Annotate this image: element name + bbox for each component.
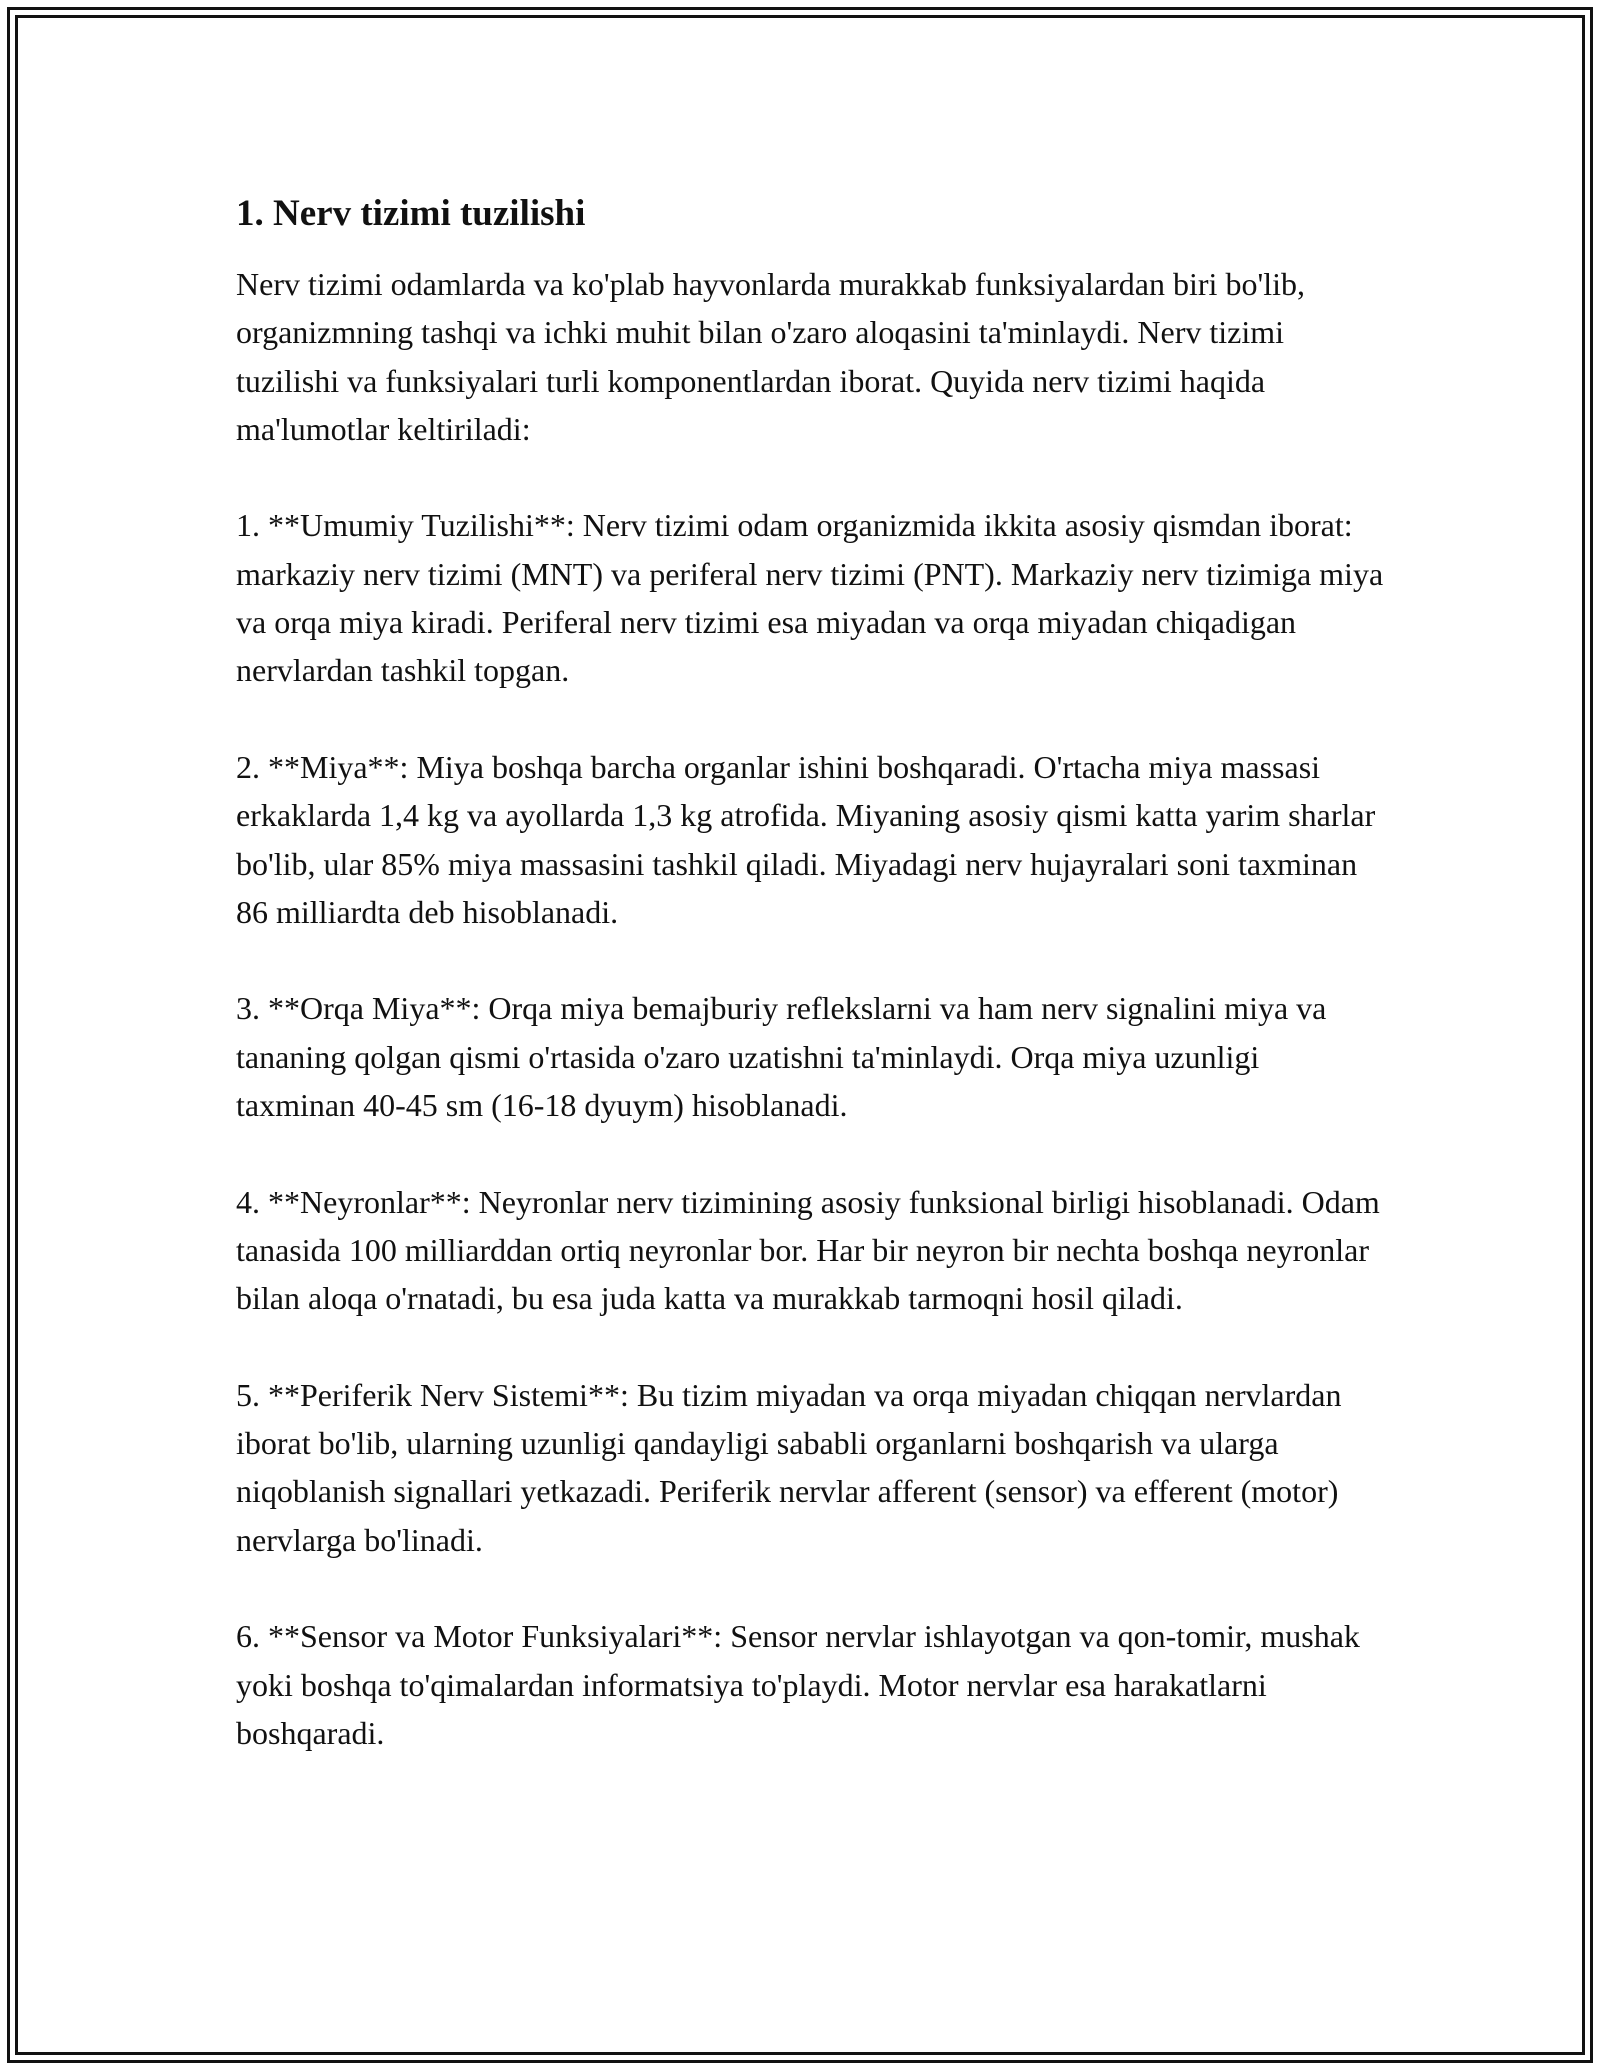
paragraph-neyronlar: 4. **Neyronlar**: Neyronlar nerv tizimining asosiy funksional birligi hisoblanadi. Odam tanasida 100 milliarddan ortiq neyronlar bor. Har bir neyron bir nechta boshqa neyronlar bilan aloqa o'rnatadi, bu esa juda katta va murakkab tarmoqni hosil qiladi. <box>236 1183 1380 1317</box>
document-body <box>236 188 1384 1806</box>
intro-paragraph: Nerv tizimi odamlarda va ko'plab hayvonlarda murakkab funksiyalardan biri bo'lib, organizmning tashqi va ichki muhit bilan o'zaro aloqasini ta'minlaydi. Nerv tizimi tuzilishi va funksiyalari turli komponentlardan iborat. Quyida nerv tizimi haqida ma'lumotlar keltiriladi: <box>236 266 1305 447</box>
paragraph-sensor-motor: 6. **Sensor va Motor Funksiyalari**: Sensor nervlar ishlayotgan va qon-tomir, mushak yoki boshqa to'qimalardan informatsiya to'playdi. Motor nervlar esa harakatlarni boshqaradi. <box>236 1618 1360 1751</box>
paragraph-orqa-miya: 3. **Orqa Miya**: Orqa miya bemajburiy reflekslarni va ham nerv signalini miya va tananing qolgan qismi o'rtasida o'zaro uzatishni ta'minlaydi. Orqa miya uzunligi taxminan 40-45 sm (16-18 dyuym) hisoblanadi. <box>236 990 1327 1124</box>
document-title: 1. Nerv tizimi tuzilishi <box>236 193 586 234</box>
paragraph-periferik-nerv-sistemi: 5. **Periferik Nerv Sistemi**: Bu tizim miyadan va orqa miyadan chiqqan nervlardan iborat bo'lib, ularning uzunligi qandayligi sababli organlarni boshqarish va ularga niqoblanish signallari yetkazadi. Periferik nervlar afferent (sensor) va efferent (motor) nervlarga bo'linadi. <box>236 1376 1342 1558</box>
paragraph-umumiy-tuzilishi: 1. **Umumiy Tuzilishi**: Nerv tizimi odam organizmida ikkita asosiy qismdan iborat: markaziy nerv tizimi (MNT) va periferal nerv tizimi (PNT). Markaziy nerv tizimiga miya va orqa miya kiradi. Periferal nerv tizimi esa miyadan va orqa miyadan chiqadigan nervlardan tashkil topgan. <box>236 507 1384 689</box>
paragraph-miya: 2. **Miya**: Miya boshqa barcha organlar ishini boshqaradi. O'rtacha miya massasi erkaklarda 1,4 kg va ayollarda 1,3 kg atrofida. Miyaning asosiy qismi katta yarim sharlar bo'lib, ular 85% miya massasini tashkil qiladi. Miyadagi nerv hujayralari soni taxminan 86 milliardta deb hisoblanadi. <box>236 748 1376 930</box>
